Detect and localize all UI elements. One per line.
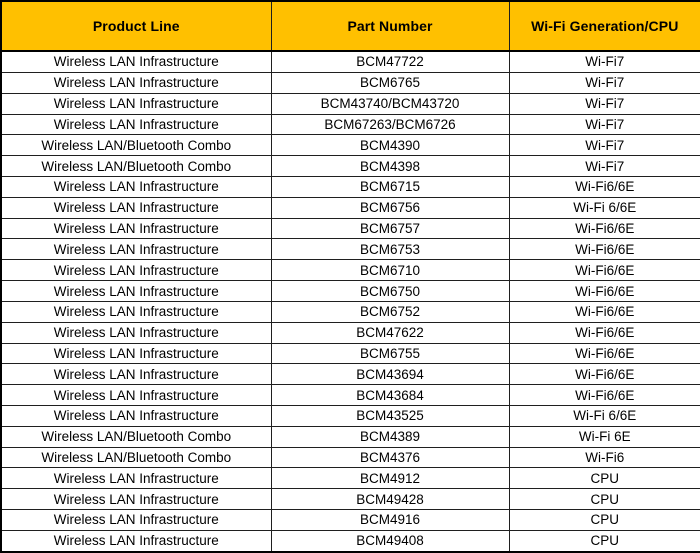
wifi-generation-cell: CPU — [509, 510, 700, 531]
wifi-generation-cell: Wi-Fi7 — [509, 156, 700, 177]
table-row — [1, 177, 700, 198]
wifi-generation-cell: Wi-Fi7 — [509, 51, 700, 72]
part-number-cell: BCM4912 — [271, 468, 509, 489]
part-number-cell: BCM6750 — [271, 281, 509, 302]
table-row — [1, 447, 700, 468]
wifi-generation-cell: Wi-Fi7 — [509, 93, 700, 114]
table-row — [1, 260, 700, 281]
table-row — [1, 72, 700, 93]
wifi-generation-cell: Wi-Fi6 — [509, 447, 700, 468]
table-body — [1, 51, 700, 552]
header-product-line: Product Line — [1, 1, 271, 51]
table-row — [1, 93, 700, 114]
part-number-cell: BCM4916 — [271, 510, 509, 531]
wifi-generation-cell: Wi-Fi7 — [509, 135, 700, 156]
product-line-cell: Wireless LAN/Bluetooth Combo — [1, 156, 271, 177]
table-row — [1, 135, 700, 156]
header-part-number: Part Number — [271, 1, 509, 51]
part-number-cell: BCM43525 — [271, 405, 509, 426]
part-number-cell: BCM47622 — [271, 322, 509, 343]
wifi-generation-cell: Wi-Fi6/6E — [509, 260, 700, 281]
product-line-cell: Wireless LAN Infrastructure — [1, 364, 271, 385]
wifi-generation-cell: Wi-Fi 6/6E — [509, 405, 700, 426]
product-line-cell: Wireless LAN Infrastructure — [1, 177, 271, 198]
wifi-generation-cell: Wi-Fi6/6E — [509, 322, 700, 343]
part-number-cell: BCM6715 — [271, 177, 509, 198]
part-number-cell: BCM49408 — [271, 530, 509, 552]
part-number-cell: BCM47722 — [271, 51, 509, 72]
product-line-cell: Wireless LAN Infrastructure — [1, 51, 271, 72]
table-row — [1, 301, 700, 322]
wifi-generation-cell: Wi-Fi7 — [509, 72, 700, 93]
wifi-generation-cell: Wi-Fi6/6E — [509, 239, 700, 260]
product-line-cell: Wireless LAN Infrastructure — [1, 468, 271, 489]
product-line-cell: Wireless LAN Infrastructure — [1, 385, 271, 406]
product-line-cell: Wireless LAN Infrastructure — [1, 489, 271, 510]
part-number-cell: BCM4390 — [271, 135, 509, 156]
product-line-cell: Wireless LAN/Bluetooth Combo — [1, 447, 271, 468]
part-number-cell: BCM67263/BCM6726 — [271, 114, 509, 135]
product-line-cell: Wireless LAN Infrastructure — [1, 239, 271, 260]
wifi-generation-cell: CPU — [509, 468, 700, 489]
table-row — [1, 218, 700, 239]
part-number-cell: BCM6752 — [271, 301, 509, 322]
product-line-cell: Wireless LAN Infrastructure — [1, 197, 271, 218]
wifi-generation-cell: CPU — [509, 530, 700, 552]
product-line-cell: Wireless LAN Infrastructure — [1, 530, 271, 552]
table-row — [1, 489, 700, 510]
table-row — [1, 426, 700, 447]
part-number-cell: BCM43694 — [271, 364, 509, 385]
table-row — [1, 343, 700, 364]
product-line-cell: Wireless LAN Infrastructure — [1, 114, 271, 135]
part-number-cell: BCM6765 — [271, 72, 509, 93]
table-row — [1, 239, 700, 260]
product-line-cell: Wireless LAN Infrastructure — [1, 260, 271, 281]
product-line-cell: Wireless LAN Infrastructure — [1, 343, 271, 364]
wifi-generation-cell: Wi-Fi 6E — [509, 426, 700, 447]
product-line-cell: Wireless LAN Infrastructure — [1, 322, 271, 343]
table-row — [1, 510, 700, 531]
wifi-generation-cell: Wi-Fi6/6E — [509, 343, 700, 364]
table-row — [1, 114, 700, 135]
product-line-cell: Wireless LAN Infrastructure — [1, 218, 271, 239]
wifi-generation-cell: Wi-Fi6/6E — [509, 301, 700, 322]
product-line-cell: Wireless LAN/Bluetooth Combo — [1, 426, 271, 447]
table-row — [1, 468, 700, 489]
product-line-cell: Wireless LAN Infrastructure — [1, 510, 271, 531]
product-line-cell: Wireless LAN Infrastructure — [1, 301, 271, 322]
product-line-cell: Wireless LAN Infrastructure — [1, 72, 271, 93]
part-number-cell: BCM6710 — [271, 260, 509, 281]
wifi-generation-cell: Wi-Fi 6/6E — [509, 197, 700, 218]
table-row — [1, 281, 700, 302]
part-number-cell: BCM6753 — [271, 239, 509, 260]
header-row — [1, 1, 700, 51]
table-row — [1, 405, 700, 426]
table-header — [1, 1, 700, 51]
part-number-cell: BCM43740/BCM43720 — [271, 93, 509, 114]
wifi-generation-cell: Wi-Fi6/6E — [509, 364, 700, 385]
part-number-cell: BCM4398 — [271, 156, 509, 177]
header-wifi-generation: Wi-Fi Generation/CPU — [509, 1, 700, 51]
table-row — [1, 385, 700, 406]
part-number-cell: BCM4389 — [271, 426, 509, 447]
product-line-cell: Wireless LAN Infrastructure — [1, 405, 271, 426]
wifi-generation-cell: Wi-Fi6/6E — [509, 281, 700, 302]
table-row — [1, 322, 700, 343]
part-number-cell: BCM6756 — [271, 197, 509, 218]
table-row — [1, 197, 700, 218]
part-number-cell: BCM6755 — [271, 343, 509, 364]
product-line-cell: Wireless LAN/Bluetooth Combo — [1, 135, 271, 156]
part-number-cell: BCM6757 — [271, 218, 509, 239]
table-row — [1, 364, 700, 385]
product-line-cell: Wireless LAN Infrastructure — [1, 281, 271, 302]
table-row — [1, 156, 700, 177]
product-line-cell: Wireless LAN Infrastructure — [1, 93, 271, 114]
wifi-generation-cell: Wi-Fi6/6E — [509, 385, 700, 406]
part-number-cell: BCM43684 — [271, 385, 509, 406]
wifi-generation-cell: Wi-Fi7 — [509, 114, 700, 135]
part-number-cell: BCM4376 — [271, 447, 509, 468]
wifi-generation-cell: Wi-Fi6/6E — [509, 177, 700, 198]
part-number-cell: BCM49428 — [271, 489, 509, 510]
table-row — [1, 51, 700, 72]
wifi-generation-cell: Wi-Fi6/6E — [509, 218, 700, 239]
table-row — [1, 530, 700, 552]
wifi-generation-cell: CPU — [509, 489, 700, 510]
